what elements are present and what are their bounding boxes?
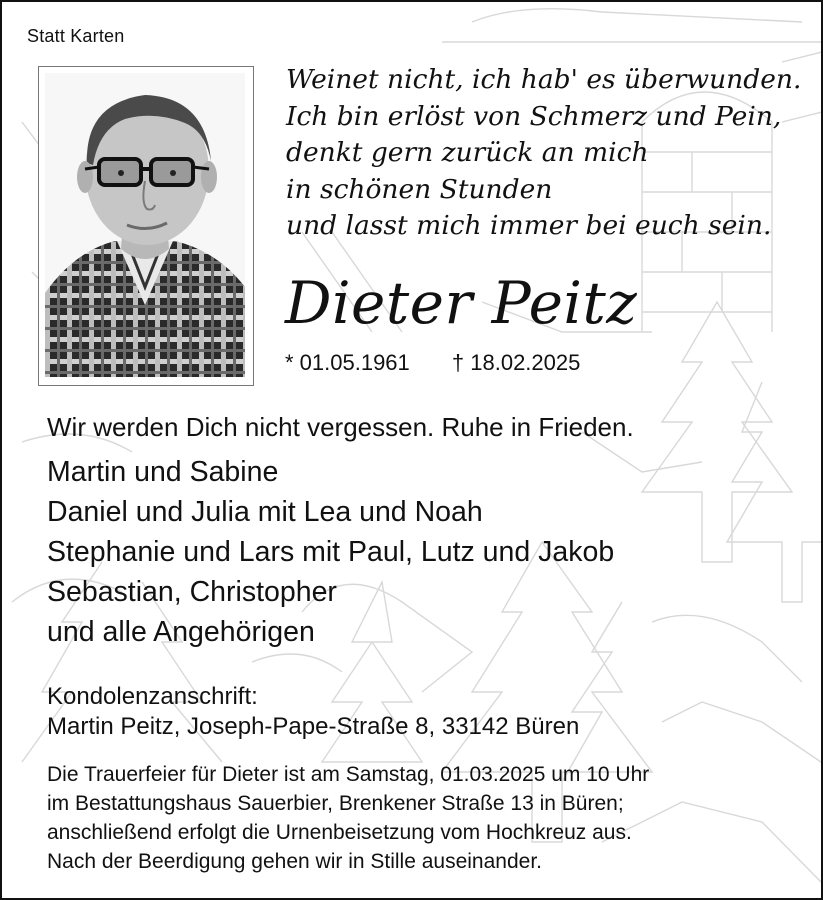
- mourner-line: Daniel und Julia mit Lea und Noah: [47, 496, 483, 528]
- mourner-line: und alle Angehörigen: [47, 616, 315, 648]
- mourners-list: [47, 452, 614, 652]
- mourner-line: Stephanie und Lars mit Paul, Lutz und Jakob: [47, 536, 615, 568]
- birth-date: * 01.05.1961: [285, 350, 410, 375]
- poem-line: in schönen Stunden: [286, 173, 553, 205]
- poem-line: Ich bin erlöst von Schmerz und Pein,: [286, 100, 782, 132]
- memorial-poem: [286, 62, 801, 245]
- service-line: im Bestattungshaus Sauerbier, Brenkener Straße 13 in Büren;: [47, 792, 624, 815]
- service-line: Nach der Beerdigung gehen wir in Stille auseinander.: [47, 850, 542, 873]
- farewell-message: Wir werden Dich nicht vergessen. Ruhe in Frieden.: [47, 412, 634, 442]
- mourner-line: Martin und Sabine: [47, 456, 279, 488]
- condolence-address: Martin Peitz, Joseph-Pape-Straße 8, 33142 Büren: [47, 713, 580, 740]
- death-date: † 18.02.2025: [451, 350, 581, 375]
- poem-line: und lasst mich immer bei euch sein.: [286, 210, 772, 241]
- portrait-photo-icon: [45, 73, 245, 377]
- portrait-photo: [38, 66, 254, 386]
- poem-line: denkt gern zurück an mich: [286, 137, 649, 168]
- condolence-heading: Kondolenzanschrift:: [47, 683, 258, 710]
- header-label: Statt Karten: [27, 26, 125, 46]
- service-line: Die Trauerfeier für Dieter ist am Samstag, 01.03.2025 um 10 Uhr: [47, 763, 650, 786]
- mourner-line: Sebastian, Christopher: [47, 576, 337, 608]
- service-line: anschließend erfolgt die Urnenbeisetzung vom Hochkreuz aus.: [47, 821, 632, 844]
- poem-line: Weinet nicht, ich hab' es überwunden.: [286, 64, 802, 95]
- condolence-address-block: [47, 682, 579, 742]
- deceased-name: Dieter Peitz: [285, 269, 638, 337]
- funeral-service-info: [47, 760, 649, 876]
- life-dates: [285, 350, 580, 376]
